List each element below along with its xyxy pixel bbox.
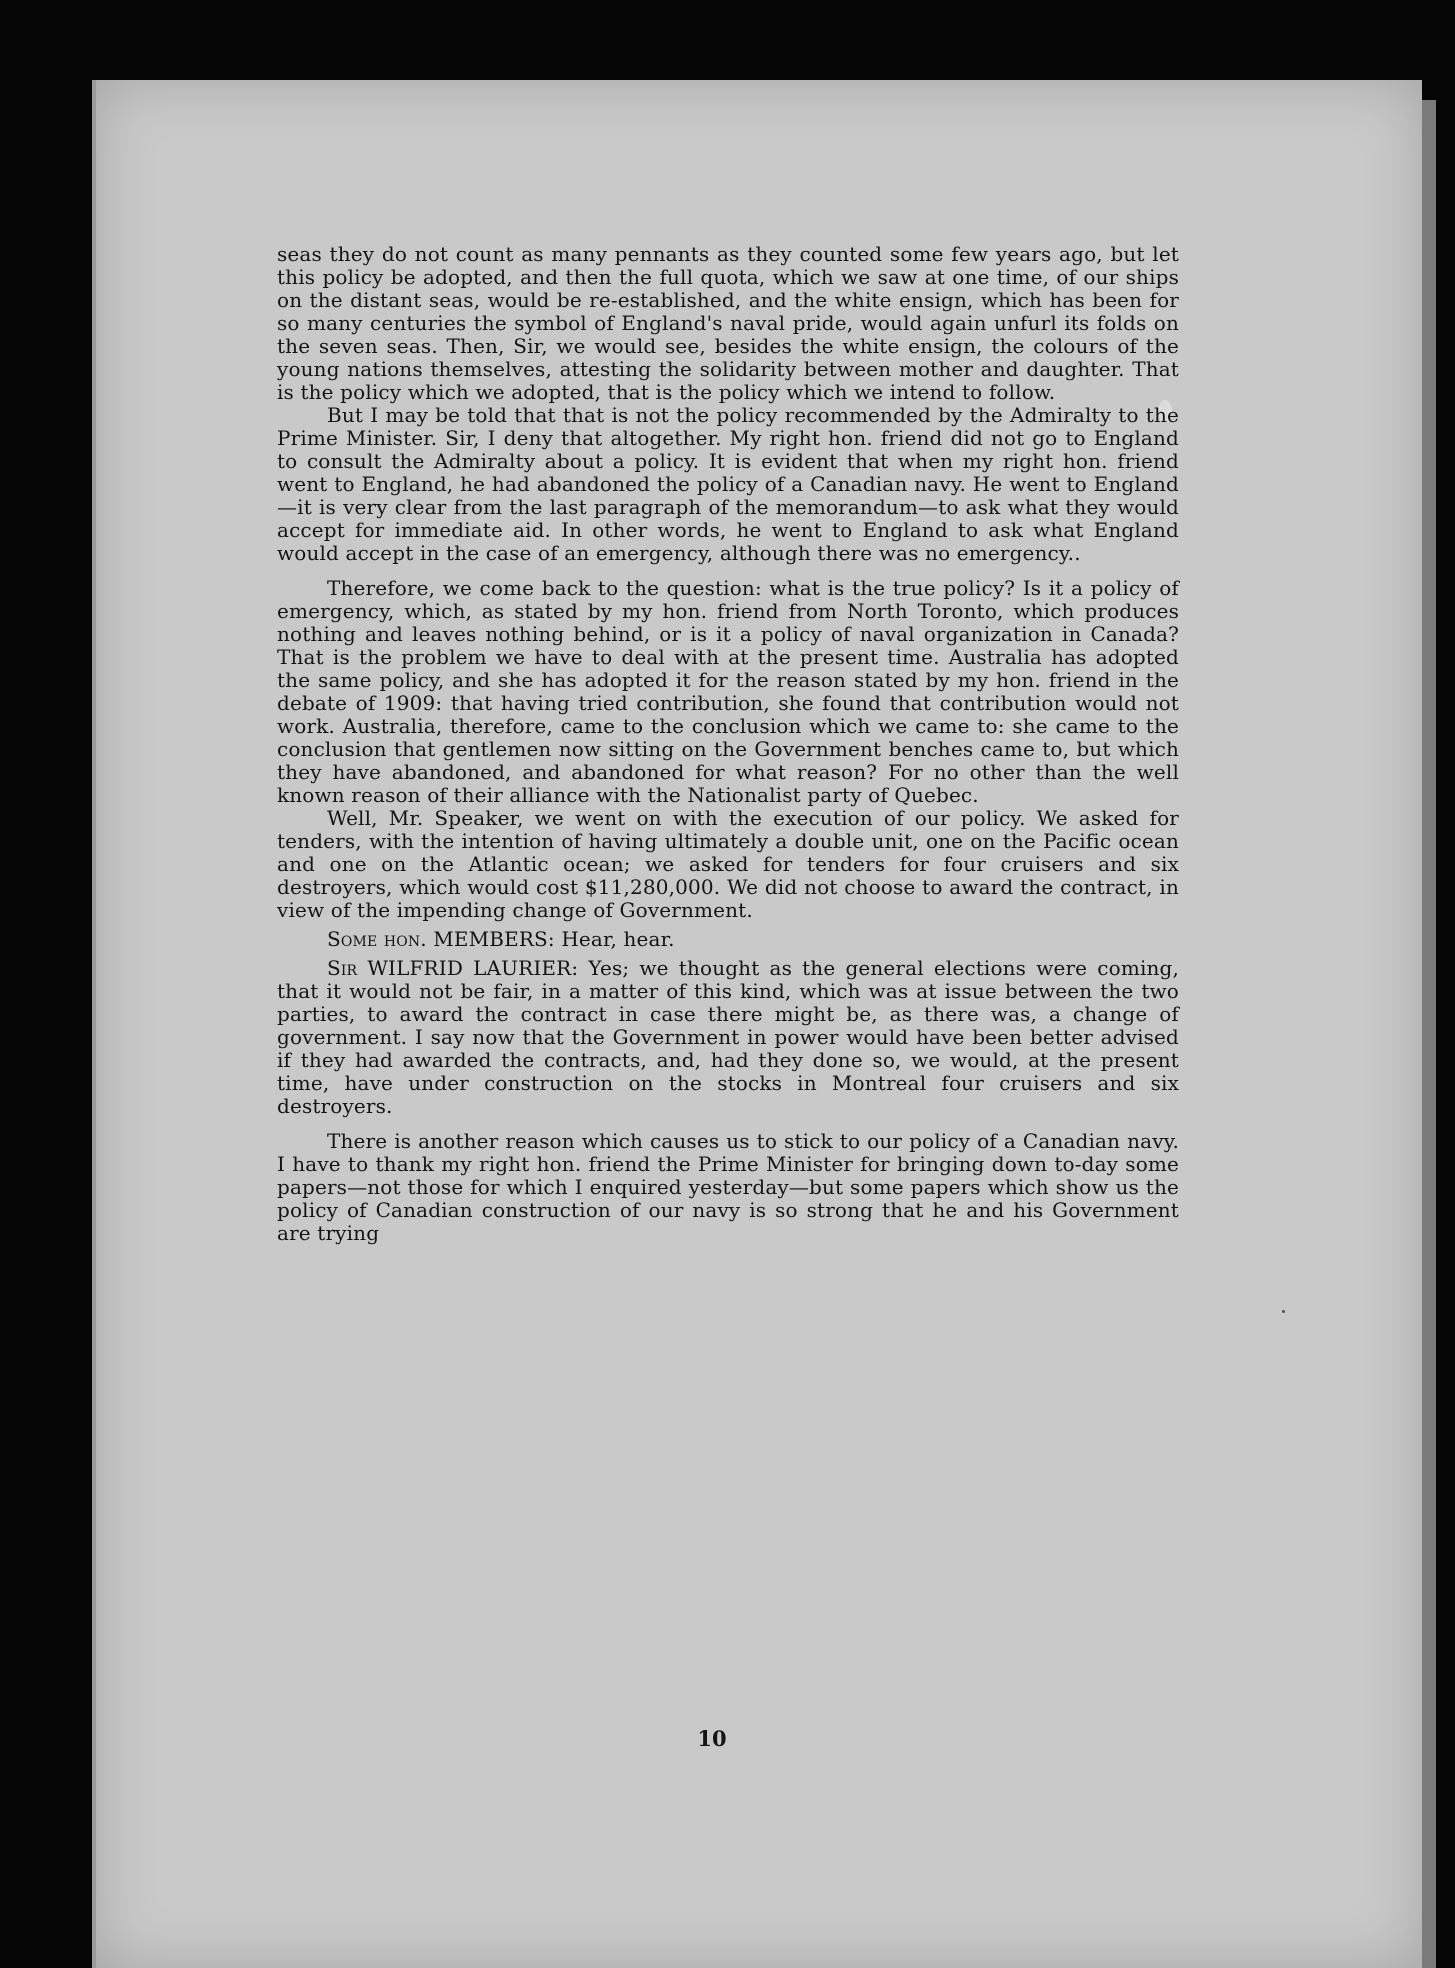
speech-text: Hear, hear. — [561, 927, 675, 951]
paragraph-4: Well, Mr. Speaker, we went on with the execution of our policy. We asked for tenders, with the intention of having ultimately a double unit, one on the Pacific ocean and one on the Atlantic ocean; we asked for tenders for four cruisers and six destroyers, which would cost $11,280,000. We did not choose to award the contract, in view of the impending change of Government. — [277, 806, 1179, 922]
paper-speck — [1282, 1310, 1285, 1313]
paragraph-6 — [277, 957, 1179, 1118]
paragraph-3: Therefore, we come back to the question: what is the true policy? Is it a policy of emergency, which, as stated by my hon. friend from North Toronto, which produces nothing and leaves nothing behind, or is it a policy of naval organization in Canada? That is the problem we have to deal with at the present time. Australia has adopted the same policy, and she has adopted it for the reason stated by my hon. friend in the debate of 1909: that having tried contribution, she found that contribution would not work. Australia, therefore, came to the conclusion which we came to: she came to the conclusion that gentlemen now sitting on the Government benches came to, but which they have abandoned, and abandoned for what reason? For no other than the well known reason of their alliance with the Nationalist party of Quebec. — [277, 576, 1179, 807]
paragraph-5 — [277, 928, 1179, 951]
paper-right-edge — [1422, 100, 1436, 1968]
paragraph-7: There is another reason which causes us to stick to our policy of a Canadian navy. I have to thank my right hon. friend the Prime Minister for bringing down to-day some papers—not those for which I enquired yesterday—but some papers which show us the policy of Canadian construction of our navy is so strong that he and his Government are trying — [277, 1129, 1179, 1245]
page-number: 10 — [697, 1726, 727, 1751]
speech-text: Yes; we thought as the general elections were coming, that it would not be fair, in a matter of this kind, which was at issue between the two parties, to award the contract in case there might be, as there was, a change of government. I say now that the Government in power would have been better advised if they had awarded the contracts, and, had they done so, we would, at the present time, have under construction on the stocks in Montreal four cruisers and six destroyers. — [277, 956, 1179, 1118]
speaker-label: Sir WILFRID LAURIER: — [327, 956, 579, 980]
speaker-label: Some hon. MEMBERS: — [327, 927, 555, 951]
paragraph-2: But I may be told that that is not the policy recommended by the Admiralty to the Prime Minister. Sir, I deny that altogether. My right hon. friend did not go to England to consult the Admiralty about a policy. It is evident that when my right hon. friend went to England, he had abandoned the policy of a Canadian navy. He went to England—it is very clear from the last paragraph of the memorandum—to ask what they would accept for immediate aid. In other words, he went to England to ask what England would accept in the case of an emergency, although there was no emergency.. — [277, 403, 1179, 565]
paragraph-1: seas they do not count as many pennants as they counted some few years ago, but let this policy be adopted, and then the full quota, which we saw at one time, of our ships on the distant seas, would be re-established, and the white ensign, which has been for so many centuries the symbol of England's naval pride, would again unfurl its folds on the seven seas. Then, Sir, we would see, besides the white ensign, the colours of the young nations themselves, attesting the solidarity between mother and daughter. That is the policy which we adopted, that is the policy which we intend to follow. — [277, 242, 1179, 404]
body-text — [277, 243, 1179, 1245]
